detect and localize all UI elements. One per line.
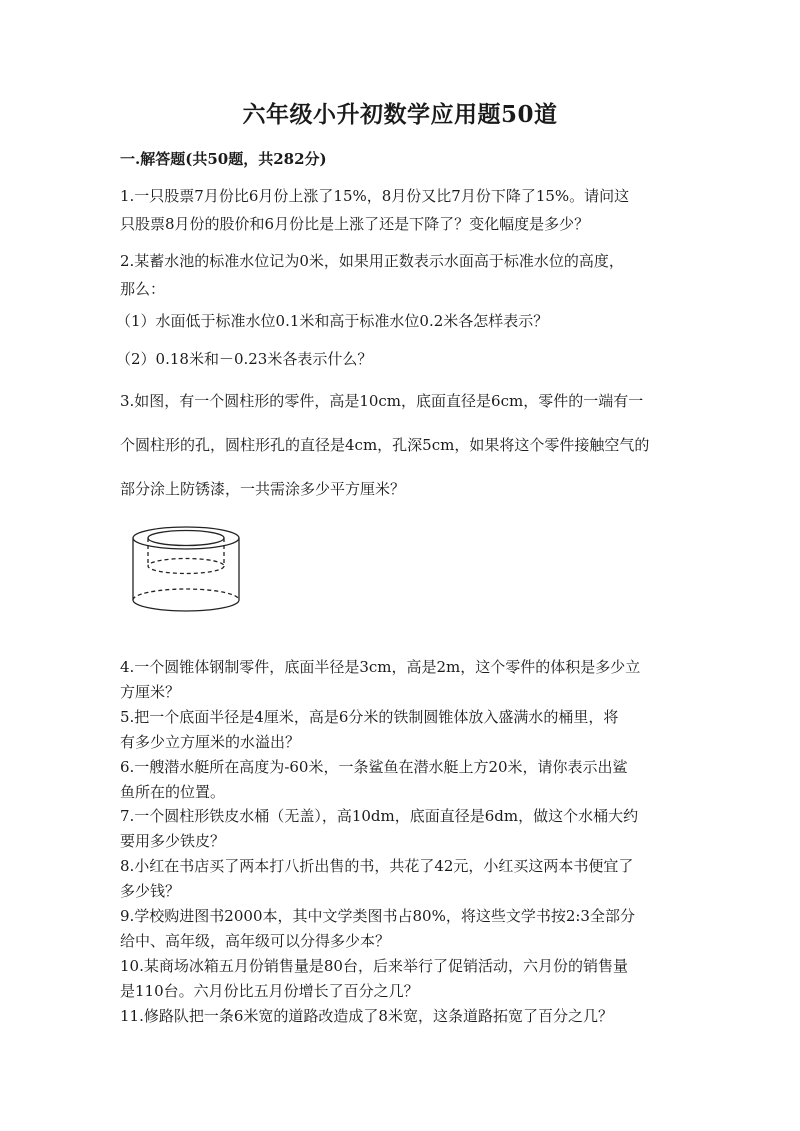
question-line: 7.一个圆柱形铁皮水桶（无盖），高10dm，底面直径是6dm，做这个水桶大约 xyxy=(120,807,639,826)
question-line: 有多少立方厘米的水溢出？ xyxy=(120,732,301,751)
question-line: 是110台。六月份比五月份增长了百分之几？ xyxy=(120,981,419,1000)
question-line: 4.一个圆锥体钢制零件，底面半径是3cm，高是2m，这个零件的体积是多少立 xyxy=(120,658,641,676)
question-1 xyxy=(120,182,680,238)
question-2-part-2 xyxy=(116,345,676,373)
questions-4-to-11 xyxy=(120,655,680,1029)
page-title: 六年级小升初数学应用题50道 xyxy=(242,101,558,128)
question-line: 11.修路队把一条6米宽的道路改造成了8米宽，这条道路拓宽了百分之几？ xyxy=(120,1006,613,1025)
question-line: 方厘米？ xyxy=(120,682,181,701)
question-line: 1.一只股票7月份比6月份上涨了15%，8月份又比7月份下降了15%。请问这 xyxy=(120,187,630,205)
question-line: 5.把一个底面半径是4厘米，高是6分米的铁制圆锥体放入盛满水的桶里，将 xyxy=(120,707,619,726)
question-line: 部分涂上防锈漆，一共需涂多少平方厘米？ xyxy=(120,480,406,498)
question-line: 那么： xyxy=(120,280,166,298)
question-2 xyxy=(120,247,680,303)
question-line: 10.某商场冰箱五月份销售量是80台，后来举行了促销活动，六月份的销售量 xyxy=(120,956,628,975)
cylinder-with-hole-figure xyxy=(126,520,246,612)
question-line: 给中、高年级，高年级可以分得多少本？ xyxy=(120,931,391,950)
question-line: 2.某蓄水池的标准水位记为0米，如果用正数表示水面高于标准水位的高度， xyxy=(120,252,624,270)
question-line: 多少钱？ xyxy=(120,882,181,901)
hole-top-ellipse xyxy=(148,531,224,546)
section-heading: 一.解答题(共50题，共282分) xyxy=(120,150,327,168)
question-line: （2）0.18米和－0.23米各表示什么？ xyxy=(116,350,373,368)
question-line: 只股票8月份的股价和6月份比是上涨了还是下降了？变化幅度是多少？ xyxy=(120,215,590,233)
question-3 xyxy=(120,379,680,511)
question-line: （1）水面低于标准水位0.1米和高于标准水位0.2米各怎样表示？ xyxy=(116,312,549,330)
question-line: 鱼所在的位置。 xyxy=(120,782,226,801)
question-line: 要用多少铁皮？ xyxy=(120,832,226,851)
hole-bottom-ellipse xyxy=(148,559,224,574)
question-line: 6.一艘潜水艇所在高度为-60米，一条鲨鱼在潜水艇上方20米，请你表示出鲨 xyxy=(120,757,628,776)
question-line: 8.小红在书店买了两本打八折出售的书，共花了42元，小红买这两本书便宜了 xyxy=(120,857,634,876)
question-2-part-1 xyxy=(116,307,676,335)
question-line: 个圆柱形的孔，圆柱形孔的直径是4cm，孔深5cm，如果将这个零件接触空气的 xyxy=(120,436,650,454)
bottom-front-arc xyxy=(133,600,239,611)
question-line: 9.学校购进图书2000本，其中文学类图书占80%，将这些文学书按2:3全部分 xyxy=(120,907,635,926)
question-line: 3.如图，有一个圆柱形的零件，高是10cm，底面直径是6cm，零件的一端有一 xyxy=(120,392,644,410)
bottom-back-arc xyxy=(133,589,239,600)
